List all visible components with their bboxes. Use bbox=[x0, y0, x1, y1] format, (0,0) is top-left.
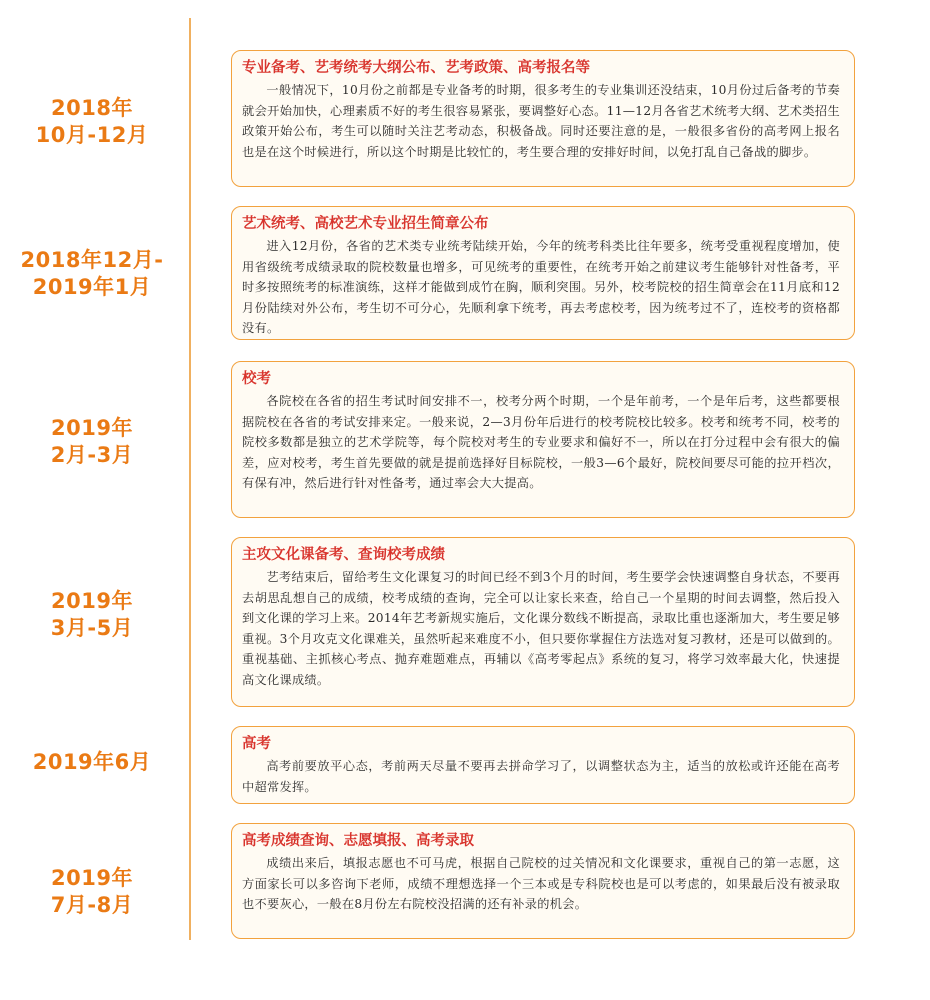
stage-date-line: 2019年 bbox=[51, 589, 133, 613]
stage-description: 一般情况下，10月份之前都是专业备考的时期，很多考生的专业集训还没结束，10月份过后备考的节奏就会开始加快，心理素质不好的考生很容易紧张，要调整好心态。11—12月各省艺术统考大纲、艺术类招生政策开始公布，考生可以随时关注艺考动态，积极备战。同时还要注意的是，一般很多省份的高考网上报名也是在这个时候进行，所以这个时期是比较忙的，考生要合理的安排好时间，以免打乱自己备战的脚步。 bbox=[242, 83, 840, 159]
stage-date-line: 3月-5月 bbox=[50, 616, 134, 640]
stage-title: 校考 bbox=[242, 371, 271, 387]
stage-date-line: 7月-8月 bbox=[50, 893, 134, 917]
stage-card bbox=[231, 50, 855, 187]
timeline-line bbox=[189, 18, 191, 940]
stage-title: 主攻文化课备考、查询校考成绩 bbox=[242, 547, 445, 563]
stage-description: 进入12月份，各省的艺术类专业统考陆续开始，今年的统考科类比往年要多，统考受重视程度增加，使用省级统考成绩录取的院校数量也增多，可见统考的重要性，在统考开始之前建议考生能够针对性备考，平时多按照统考的标准演练，这样才能做到成竹在胸，顺利突围。另外，校考院校的招生简章会在11月底和12月份陆续对外公布，考生切不可分心，先顺利拿下统考，再去考虑校考，因为统考过不了，连校考的资格都没有。 bbox=[242, 239, 840, 335]
stage-date-line: 2019年 bbox=[51, 866, 133, 890]
stage-date-line: 2019年1月 bbox=[32, 275, 152, 299]
stage-date-line: 2018年 bbox=[51, 96, 133, 120]
stage-card bbox=[231, 726, 855, 804]
stage-date-line: 2019年 bbox=[51, 416, 133, 440]
stage-description: 成绩出来后，填报志愿也不可马虎，根据自己院校的过关情况和文化课要求，重视自己的第一志愿，这方面家长可以多咨询下老师，成绩不理想选择一个三本或是专科院校也是可以考虑的，如果最后没有被录取也不要灰心，一般在8月份左右院校没招满的还有补录的机会。 bbox=[242, 856, 840, 911]
stage-description: 各院校在各省的招生考试时间安排不一，校考分两个时期，一个是年前考，一个是年后考，这些都要根据院校在各省的考试安排来定。一般来说，2—3月份年后进行的校考院校比较多。校考和统考不同，校考的院校多数都是独立的艺术学院等，每个院校对考生的专业要求和偏好不一，所以在打分过程中会有很大的偏差，应对校考，考生首先要做的就是提前选择好目标院校，一般3—6个最好，院校间要尽可能的拉开档次，有保有冲，然后进行针对性备考，通过率会大大提高。 bbox=[242, 394, 840, 490]
stage-title: 艺术统考、高校艺术专业招生简章公布 bbox=[242, 216, 489, 232]
stage-date-line: 10月-12月 bbox=[35, 123, 149, 147]
stage-date-line: 2019年6月 bbox=[32, 750, 152, 774]
stage-date-line: 2月-3月 bbox=[50, 443, 134, 467]
stage-date bbox=[4, 865, 180, 919]
stage-card bbox=[231, 361, 855, 518]
stage-date bbox=[4, 749, 180, 776]
stage-title: 专业备考、艺考统考大纲公布、艺考政策、高考报名等 bbox=[242, 60, 590, 76]
stage-date-line: 2018年12月- bbox=[20, 248, 164, 272]
stage-title: 高考 bbox=[242, 736, 271, 752]
stage-date bbox=[4, 95, 180, 149]
stage-title: 高考成绩查询、志愿填报、高考录取 bbox=[242, 833, 474, 849]
stage-date bbox=[4, 588, 180, 642]
stage-card bbox=[231, 206, 855, 340]
stage-description: 高考前要放平心态，考前两天尽量不要再去拼命学习了，以调整状态为主，适当的放松或许还能在高考中超常发挥。 bbox=[242, 759, 840, 794]
stage-date bbox=[4, 415, 180, 469]
stage-card bbox=[231, 823, 855, 939]
stage-card bbox=[231, 537, 855, 707]
stage-date bbox=[4, 247, 180, 301]
stage-description: 艺考结束后，留给考生文化课复习的时间已经不到3个月的时间，考生要学会快速调整自身状态，不要再去胡思乱想自己的成绩，校考成绩的查询，完全可以让家长来查，给自己一个星期的时间去调整，然后投入到文化课的学习上来。2014年艺考新规实施后，文化课分数线不断提高，录取比重也逐渐加大，考生要足够重视。3个月攻克文化课难关，虽然听起来难度不小，但只要你掌握住方法选对复习教材，还是可以做到的。重视基础、主抓核心考点、抛弃难题难点，再辅以《高考零起点》系统的复习，将学习效率最大化，快速提高文化课成绩。 bbox=[242, 570, 840, 687]
